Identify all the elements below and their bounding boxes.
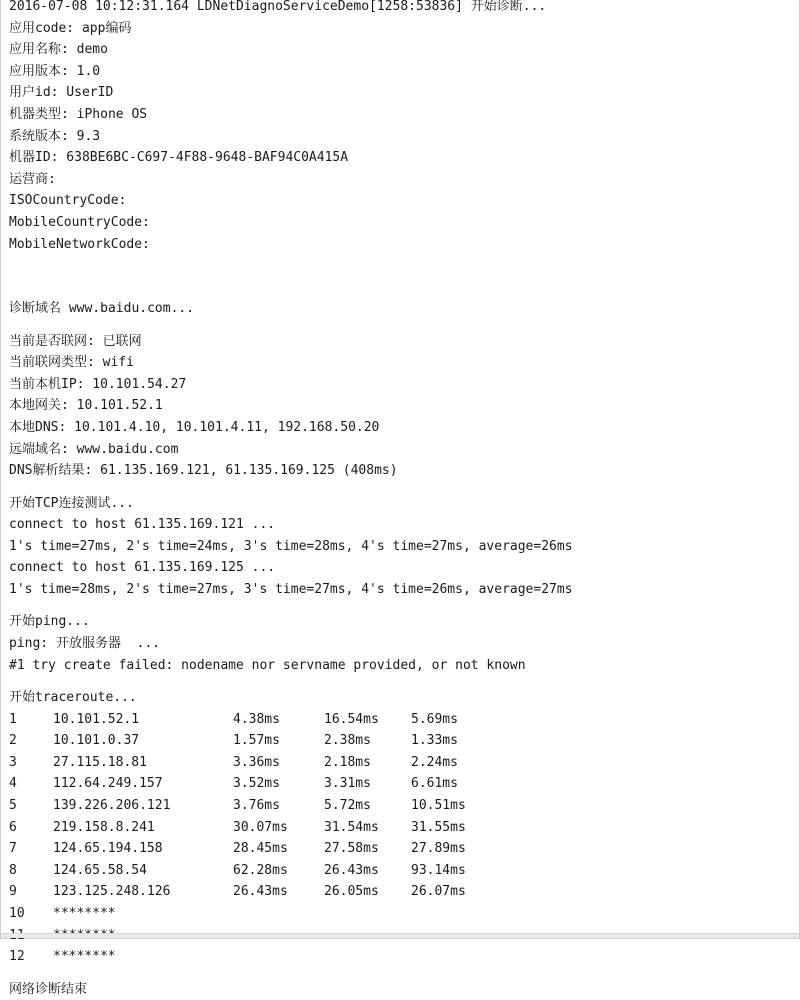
- traceroute-time-1: 3.76ms: [233, 797, 280, 813]
- traceroute-time-1: 30.07ms: [233, 819, 288, 835]
- traceroute-ip: 10.101.52.1: [53, 711, 140, 727]
- user-id-line: 用户id: UserID: [9, 85, 114, 101]
- spacer: [9, 601, 791, 612]
- traceroute-time-2: 2.18ms: [324, 754, 371, 770]
- network-type-line: 当前联网类型: wifi: [9, 355, 134, 371]
- traceroute-row: [9, 817, 791, 839]
- diagnose-end-line: 网络诊断结束: [9, 981, 88, 997]
- traceroute-time-3: 27.89ms: [411, 841, 466, 857]
- window-bottom-edge: [1, 933, 799, 938]
- traceroute-row: [9, 881, 791, 903]
- traceroute-ip: 219.158.8.241: [53, 819, 155, 835]
- traceroute-time-2: 16.54ms: [324, 711, 379, 727]
- traceroute-time-1: 28.45ms: [233, 841, 288, 857]
- traceroute-time-3: 10.51ms: [411, 797, 466, 813]
- traceroute-time-1: 62.28ms: [233, 862, 288, 878]
- mobile-network-code-line: MobileNetworkCode:: [9, 236, 150, 252]
- traceroute-ip: 112.64.249.157: [53, 776, 163, 792]
- spacer: [9, 277, 791, 299]
- ping-title: 开始ping...: [9, 614, 90, 630]
- traceroute-hop: 6: [9, 819, 17, 835]
- spacer: [9, 676, 791, 687]
- traceroute-row: [9, 709, 791, 731]
- traceroute-row: [9, 773, 791, 795]
- local-ip-line: 当前本机IP: 10.101.54.27: [9, 376, 187, 392]
- tcp-test-title: 开始TCP连接测试...: [9, 495, 134, 511]
- traceroute-time-2: 3.31ms: [324, 776, 371, 792]
- traceroute-time-2: 2.38ms: [324, 733, 371, 749]
- diagnose-domain-line: 诊断域名 www.baidu.com...: [9, 301, 195, 317]
- traceroute-row: [9, 838, 791, 860]
- diagnostic-log: [9, 0, 791, 1000]
- traceroute-time-3: 2.24ms: [411, 754, 458, 770]
- tcp-connect-line: connect to host 61.135.169.125 ...: [9, 560, 276, 576]
- remote-domain-line: 远端域名: www.baidu.com: [9, 441, 179, 457]
- app-version-line: 应用版本: 1.0: [9, 63, 101, 79]
- traceroute-ip: 27.115.18.81: [53, 754, 147, 770]
- traceroute-ip: ********: [53, 905, 116, 921]
- traceroute-row: [9, 946, 791, 968]
- app-name-line: 应用名称: demo: [9, 42, 108, 58]
- traceroute-time-2: 5.72ms: [324, 797, 371, 813]
- traceroute-hop: 3: [9, 754, 17, 770]
- spacer: [9, 320, 791, 331]
- traceroute-time-1: 26.43ms: [233, 884, 288, 900]
- traceroute-section: [9, 687, 791, 968]
- tcp-times-line: 1's time=28ms, 2's time=27ms, 3's time=27ms, 4's time=26ms, average=27ms: [9, 582, 573, 598]
- ping-server-line: ping: 开放服务器 ...: [9, 636, 161, 652]
- traceroute-hop: 1: [9, 711, 17, 727]
- traceroute-hop: 8: [9, 862, 17, 878]
- spacer: [9, 482, 791, 493]
- spacer: [9, 255, 791, 277]
- dns-result-line: DNS解析结果: 61.135.169.121, 61.135.169.125 (408ms): [9, 463, 398, 479]
- log-header-line: 2016-07-08 10:12:31.164 LDNetDiagnoServiceDemo[1258:53836] 开始诊断...: [9, 0, 547, 14]
- traceroute-hop: 2: [9, 733, 17, 749]
- connected-status-line: 当前是否联网: 已联网: [9, 333, 142, 349]
- ping-error-line: #1 try create failed: nodename nor servname provided, or not known: [9, 657, 526, 673]
- spacer: [9, 968, 791, 979]
- traceroute-time-1: 3.52ms: [233, 776, 280, 792]
- ping-test-section: [9, 611, 791, 676]
- traceroute-title: 开始traceroute...: [9, 690, 137, 705]
- traceroute-row: [9, 860, 791, 882]
- iso-country-code-line: ISOCountryCode:: [9, 193, 127, 209]
- traceroute-time-3: 6.61ms: [411, 776, 458, 792]
- traceroute-time-3: 93.14ms: [411, 862, 466, 878]
- traceroute-table: [9, 709, 791, 968]
- traceroute-time-2: 31.54ms: [324, 819, 379, 835]
- traceroute-hop: 4: [9, 776, 17, 792]
- traceroute-ip: 123.125.248.126: [53, 884, 171, 900]
- traceroute-ip: 124.65.194.158: [53, 841, 163, 857]
- traceroute-time-1: 4.38ms: [233, 711, 280, 727]
- traceroute-time-3: 26.07ms: [411, 884, 466, 900]
- traceroute-hop: 9: [9, 884, 17, 900]
- traceroute-row: [9, 752, 791, 774]
- device-id-line: 机器ID: 638BE6BC-C697-4F88-9648-BAF94C0A415A: [9, 150, 349, 166]
- traceroute-hop: 10: [9, 905, 25, 921]
- traceroute-time-2: 26.43ms: [324, 862, 379, 878]
- traceroute-hop: 12: [9, 949, 25, 965]
- traceroute-time-3: 1.33ms: [411, 733, 458, 749]
- carrier-line: 运营商:: [9, 171, 56, 187]
- tcp-test-section: [9, 493, 791, 601]
- traceroute-hop: 5: [9, 797, 17, 813]
- traceroute-time-2: 27.58ms: [324, 841, 379, 857]
- tcp-times-line: 1's time=27ms, 2's time=24ms, 3's time=28ms, 4's time=27ms, average=26ms: [9, 538, 573, 554]
- traceroute-ip: 139.226.206.121: [53, 797, 171, 813]
- traceroute-ip: 10.101.0.37: [53, 733, 140, 749]
- traceroute-time-1: 3.36ms: [233, 754, 280, 770]
- app-code-line: 应用code: app编码: [9, 20, 132, 36]
- mobile-country-code-line: MobileCountryCode:: [9, 214, 150, 230]
- gateway-line: 本地网关: 10.101.52.1: [9, 398, 163, 414]
- traceroute-time-2: 26.05ms: [324, 884, 379, 900]
- traceroute-ip: ********: [53, 949, 116, 965]
- traceroute-ip: 124.65.58.54: [53, 862, 147, 878]
- traceroute-time-1: 1.57ms: [233, 733, 280, 749]
- system-version-line: 系统版本: 9.3: [9, 128, 101, 144]
- traceroute-time-3: 31.55ms: [411, 819, 466, 835]
- app-info-section: [9, 18, 791, 256]
- local-dns-line: 本地DNS: 10.101.4.10, 10.101.4.11, 192.168.50.20: [9, 420, 380, 436]
- tcp-connect-line: connect to host 61.135.169.121 ...: [9, 517, 276, 533]
- device-type-line: 机器类型: iPhone OS: [9, 106, 148, 122]
- traceroute-row: [9, 903, 791, 925]
- network-info-section: [9, 331, 791, 482]
- traceroute-row: [9, 730, 791, 752]
- traceroute-hop: 7: [9, 841, 17, 857]
- traceroute-row: [9, 795, 791, 817]
- traceroute-time-3: 5.69ms: [411, 711, 458, 727]
